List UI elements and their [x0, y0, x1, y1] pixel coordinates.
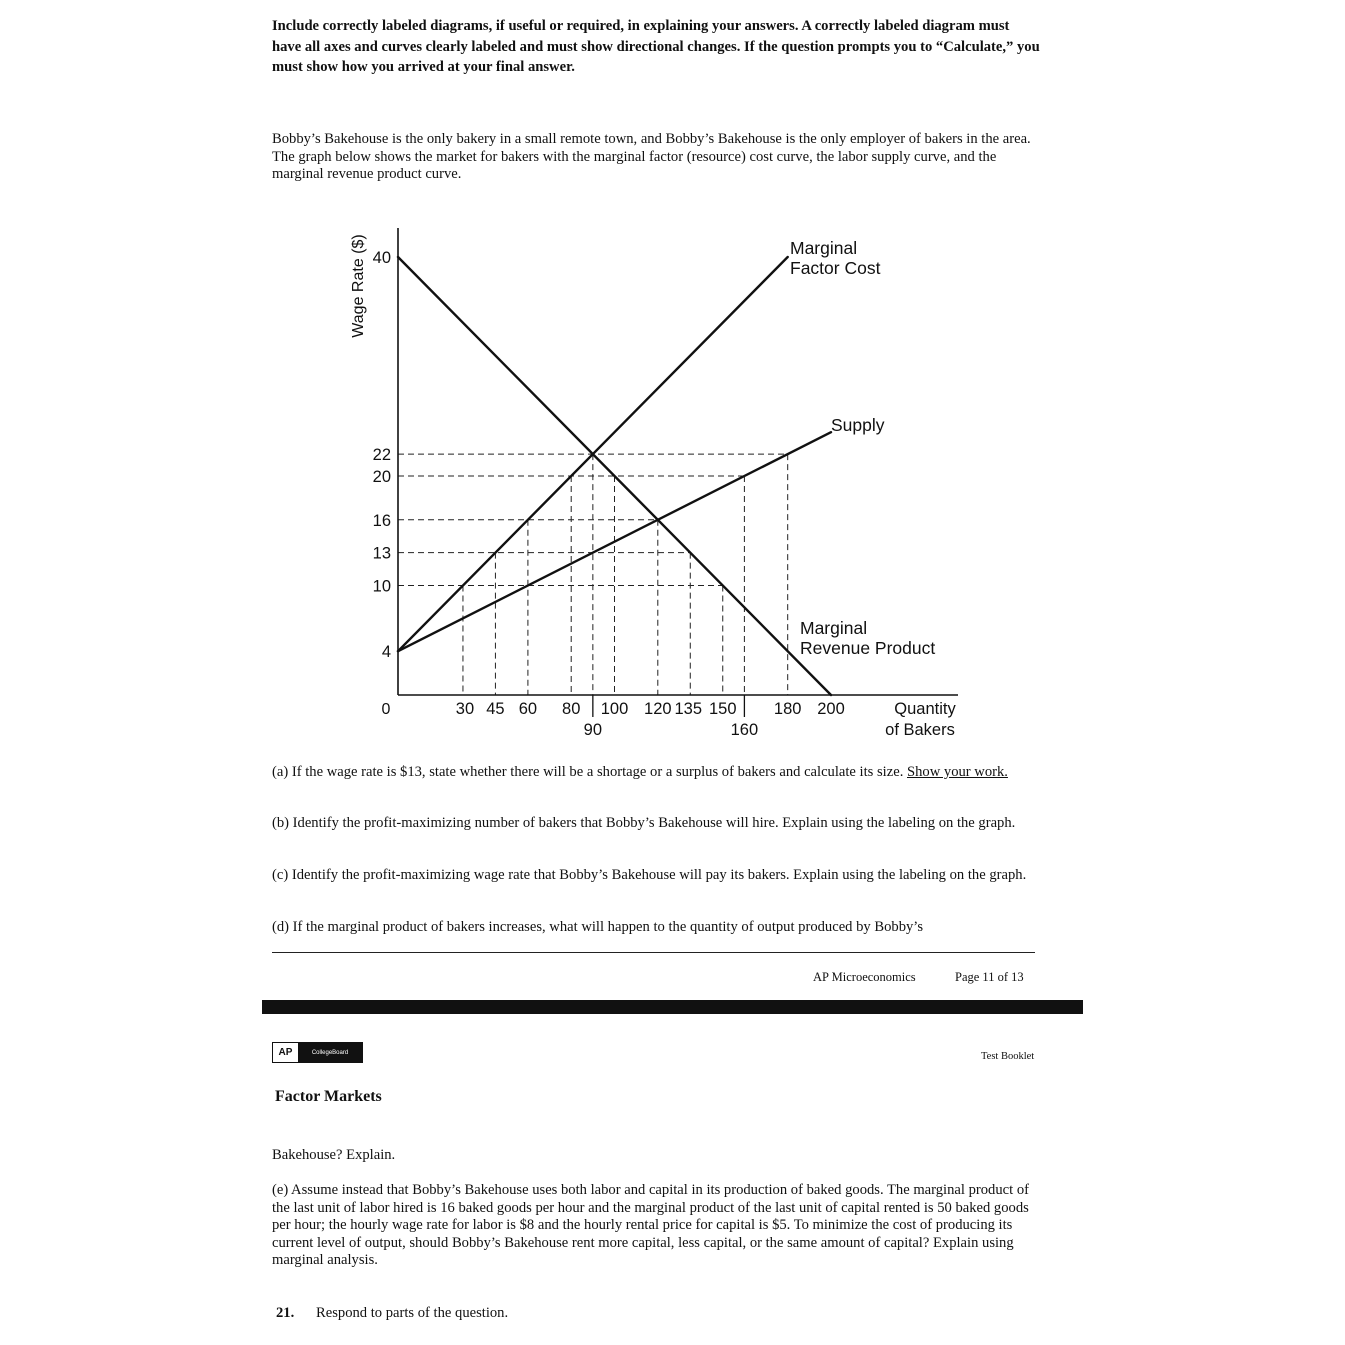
- x-tick-135: 135: [674, 700, 703, 718]
- question-a: [272, 764, 1042, 782]
- y-tick-40: 40: [372, 249, 391, 267]
- question-b: (b) Identify the profit-maximizing number of bakers that Bobby’s Bakehouse will hire. Explain using the labeling on the graph.: [272, 815, 1016, 831]
- section-title: Factor Markets: [275, 1088, 382, 1105]
- y-tick-22: 22: [372, 446, 391, 465]
- intro-paragraph: Bobby’s Bakehouse is the only bakery in a small remote town, and Bobby’s Bakehouse is the only employer of bakers in the area. The graph below shows the market for bakers with the marginal factor (resource) cost curve, the labor supply curve, and the marginal revenue product curve.: [272, 131, 1031, 182]
- x-tick-30: 30: [455, 700, 475, 718]
- mfc-label-line2: Factor Cost: [790, 258, 881, 278]
- x-axis-label-line2: of Bakers: [885, 721, 955, 739]
- y-tick-20: 20: [372, 468, 391, 486]
- x-axis-label-line1: Quantity: [894, 700, 956, 718]
- footer-divider: [272, 952, 1035, 953]
- guide-lines: [398, 454, 788, 695]
- x-tick-120: 120: [644, 700, 672, 718]
- x-tick-150: 150: [708, 700, 737, 718]
- x-tick-200: 200: [817, 700, 845, 718]
- ap-collegeboard-logo: [272, 1042, 363, 1063]
- y-tick-13: 13: [372, 544, 391, 563]
- collegeboard-logo-text: CollegeBoard: [298, 1043, 362, 1062]
- y-tick-16: 16: [372, 511, 391, 530]
- test-booklet-label: Test Booklet: [981, 1051, 1035, 1062]
- x-tick-45: 45: [486, 700, 505, 718]
- ap-logo-text: AP: [273, 1043, 298, 1062]
- x-tick-100: 100: [600, 700, 629, 718]
- origin-label: 0: [381, 701, 391, 718]
- footer-subject: AP Microeconomics: [813, 970, 916, 984]
- x-tick-160: 160: [730, 721, 759, 739]
- mrp-label-line2: Revenue Product: [800, 638, 936, 658]
- show-your-work: Show your work.: [907, 764, 1008, 780]
- page-break-bar: [262, 1000, 1083, 1014]
- question-a-text: (a) If the wage rate is $13, state whether there will be a shortage or a surplus of bakers and calculate its size.: [272, 764, 907, 780]
- footer-page-number: Page 11 of 13: [955, 970, 1024, 984]
- x-tick-60: 60: [518, 700, 538, 718]
- question-c: (c) Identify the profit-maximizing wage rate that Bobby’s Bakehouse will pay its bakers. Explain using the labeling on the graph.: [272, 867, 1027, 883]
- tick-labels: [373, 249, 845, 739]
- question-e: (e) Assume instead that Bobby’s Bakehouse uses both labor and capital in its production of baked goods. The marginal product of the last unit of labor hired is 16 baked goods per hour and the marginal product of the last unit of capital rented is 50 baked goods per hour; the hourly wage rate for labor is $8 and the hourly rental price for capital is $5. To minimize the cost of producing its current level of output, should Bobby’s Bakehouse rent more capital, less capital, or the same amount of capital? Explain using marginal analysis.: [272, 1182, 1029, 1268]
- x-tick-80: 80: [562, 700, 581, 718]
- question-d: (d) If the marginal product of bakers increases, what will happen to the quantity of output produced by Bobby’s: [272, 919, 924, 935]
- question-d-continued: Bakehouse? Explain.: [272, 1147, 396, 1163]
- mfc-label-line1: Marginal: [790, 238, 858, 258]
- y-tick-10: 10: [372, 577, 391, 596]
- question-21-number: 21.: [276, 1305, 295, 1321]
- supply-label: Supply: [831, 415, 885, 435]
- instructions: Include correctly labeled diagrams, if useful or required, in explaining your answers. A correctly labeled diagram must have all axes and curves clearly labeled and must show directional changes. If the question prompts you to “Calculate,” you must show how you arrived at your final answer.: [272, 18, 1040, 75]
- question-21: [276, 1305, 508, 1322]
- x-tick-180: 180: [773, 700, 802, 718]
- question-21-text: Respond to parts of the question.: [316, 1305, 509, 1321]
- y-tick-4: 4: [381, 643, 391, 662]
- x-tick-90: 90: [583, 721, 603, 739]
- mrp-label-line1: Marginal: [800, 618, 868, 638]
- y-axis-label: Wage Rate ($): [350, 234, 367, 338]
